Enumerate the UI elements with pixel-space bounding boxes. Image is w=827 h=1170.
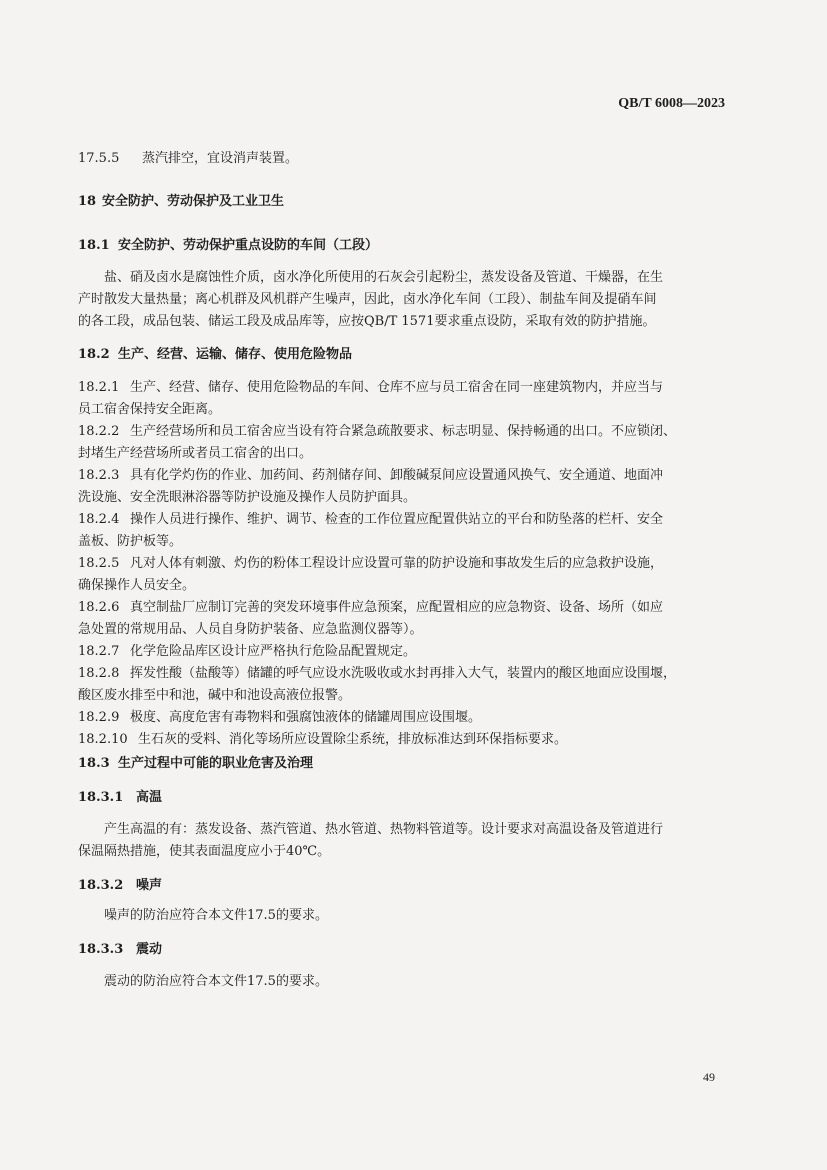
heading-18-3-2 [78,876,737,896]
clause-18-2-10 [78,730,737,750]
clause-17-5-5 [78,149,737,169]
clause-number: 17.5.5 [78,151,120,166]
heading-18 [78,192,737,212]
clause-number: 18.2.2 [78,424,120,439]
clause-18-2-6 [78,598,737,618]
clause-text: 生产、经营、储存、使用危险物品的车间、仓库不应与员工宿舍在同一座建筑物内，并应当与 [130,380,664,395]
clause-continuation: 封堵生产经营场所或者员工宿舍的出口。 [78,446,313,461]
paragraph-line: 噪声的防治应符合本文件17.5的要求。 [104,908,328,923]
heading-18-3-3 [78,940,737,960]
heading-number: 18.3 [78,756,110,771]
clause-continuation: 酸区废水排至中和池，碱中和池设高液位报警。 [78,688,352,703]
heading-18-1 [78,236,737,256]
clause-continuation: 急处置的常规用品、人员自身防护装备、应急监测仪器等）。 [78,622,423,637]
heading-text: 生产过程中可能的职业危害及治理 [118,756,314,771]
clause-number: 18.2.1 [78,380,120,395]
clause-continuation: 员工宿舍保持安全距离。 [78,402,222,417]
clause-text: 生产经营场所和员工宿舍应当设有符合紧急疏散要求、标志明显、保持畅通的出口。不应锁闭、 [130,424,677,439]
clause-text: 具有化学灼伤的作业、加药间、药剂储存间、卸酸碱泵间应设置通风换气、安全通道、地面冲 [130,468,664,483]
clause-number: 18.2.10 [78,732,128,747]
heading-number: 18.1 [78,238,110,253]
heading-18-3-1 [78,788,737,808]
paragraph-line: 产时散发大量热量；离心机群及风机群产生噪声，因此，卤水净化车间（工段）、制盐车间及提硝车间 [78,292,657,307]
clause-text: 操作人员进行操作、维护、调节、检查的工作位置应配置供站立的平台和防坠落的栏杆、安全 [130,512,664,527]
heading-text: 安全防护、劳动保护及工业卫生 [102,194,285,209]
clause-number: 18.2.3 [78,468,120,483]
clause-18-2-4 [78,510,737,530]
heading-number: 18.2 [78,347,110,362]
clause-text: 化学危险品库区设计应严格执行危险品配置规定。 [130,644,417,659]
page-number: 49 [703,1070,715,1084]
heading-18-3 [78,754,737,774]
paragraph-line: 产生高温的有：蒸发设备、蒸汽管道、热水管道、热物料管道等。设计要求对高温设备及管道进行 [104,822,664,837]
heading-text: 安全防护、劳动保护重点设防的车间（工段） [118,238,379,253]
clause-number: 18.2.7 [78,644,120,659]
heading-text: 震动 [136,942,163,957]
clause-continuation: 确保操作人员安全。 [78,578,196,593]
clause-18-2-3 [78,466,737,486]
clause-number: 18.2.6 [78,600,120,615]
clause-text: 极度、高度危害有毒物料和强腐蚀液体的储罐周围应设围堰。 [130,710,482,725]
clause-18-2-5 [78,554,737,574]
clause-18-2-2 [78,422,737,442]
paragraph-line: 盐、硝及卤水是腐蚀性介质，卤水净化所使用的石灰会引起粉尘，蒸发设备及管道、干燥器，在生 [104,270,664,285]
clause-text: 生石灰的受料、消化等场所应设置除尘系统，排放标准达到环保指标要求。 [138,732,568,747]
heading-text: 噪声 [136,878,163,893]
clause-18-2-7 [78,642,737,662]
clause-18-2-1 [78,378,737,398]
heading-number: 18.3.1 [78,790,124,805]
clause-18-2-8 [78,664,737,684]
clause-text: 挥发性酸（盐酸等）储罐的呼气应设水洗吸收或水封再排入大气，装置内的酸区地面应设围堰， [130,666,677,681]
clause-text: 凡对人体有刺激、灼伤的粉体工程设计应设置可靠的防护设施和事故发生后的应急救护设施， [130,556,664,571]
paragraph-line: 保温隔热措施，使其表面温度应小于40℃。 [78,844,331,859]
clause-continuation: 盖板、防护板等。 [78,534,183,549]
clause-number: 18.2.8 [78,666,120,681]
heading-text: 生产、经营、运输、储存、使用危险物品 [118,347,353,362]
paragraph-line: 震动的防治应符合本文件17.5的要求。 [104,974,328,989]
clause-continuation: 洗设施、安全洗眼淋浴器等防护设施及操作人员防护面具。 [78,490,417,505]
paragraph-line: 的各工段，成品包装、储运工段及成品库等，应按QB/T 1571要求重点设防，采取有效的防护措施。 [78,314,656,329]
heading-18-2 [78,345,737,365]
heading-number: 18.3.2 [78,878,124,893]
clause-text: 真空制盐厂应制订完善的突发环境事件应急预案，应配置相应的应急物资、设备、场所（如应 [130,600,664,615]
clause-number: 18.2.5 [78,556,120,571]
heading-number: 18 [78,194,97,209]
clause-18-2-9 [78,708,737,728]
heading-number: 18.3.3 [78,942,124,957]
clause-number: 18.2.4 [78,512,120,527]
heading-text: 高温 [136,790,163,805]
document-code: QB/T 6008—2023 [618,96,725,111]
clause-number: 18.2.9 [78,710,120,725]
clause-text: 蒸汽排空，宜设消声装置。 [142,151,299,166]
